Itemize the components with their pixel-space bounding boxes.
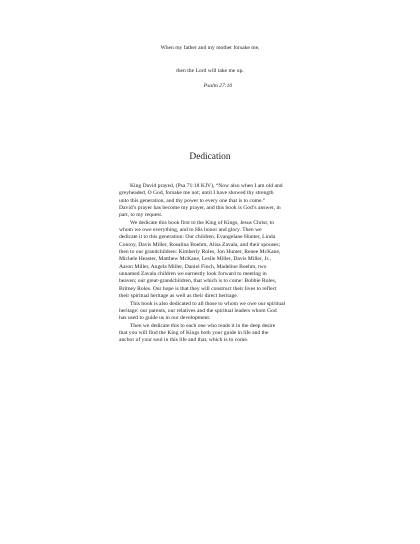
text-line: David’s prayer has become my prayer, and this book is God’s answer, in [119,205,281,212]
epigraph-reference: Psalm 27:10 [203,83,233,89]
text-line: Conroy, Davis Miller, Rosalina Boehm, Alisa Zavala, and their spouses; [119,241,281,248]
text-line: part, to my request. [119,212,163,219]
text-line: unto this generation, and thy power to every one that is to come.” [119,197,266,204]
text-line: heaven; our great-grandchildren, that which is to come: Bobbie Roles, [119,278,277,285]
page-title: Dedication [189,152,231,162]
epigraph-line-1: When my father and my mother forsake me, [160,45,260,51]
text-line: Then we dedicate this to each one who reads it in the deep desire [130,322,276,329]
text-line: whom we owe everything, and to His honor and glory. Then we [119,227,262,234]
text-line: greyheaded, O God, forsake me not; until I have showed thy strength [119,190,274,197]
text-line: This book is also dedicated to all those to whom we owe our spiritual [130,300,286,307]
epigraph-line-2: then the Lord will take me up. [176,68,244,74]
text-line: anchor of your soul in this life and that, which is to come. [119,337,249,344]
dedication-body [119,183,309,345]
text-line: unnamed Zavala children we earnestly look forward to meeting in [119,271,267,278]
text-line: Aaron Miller, Angela Miller, Daniel Finch, Madeline Boehm, two [119,263,267,270]
text-line: heritage: our parents, our relatives and the spiritual leaders whom God [119,307,277,314]
text-line: King David prayed, (Psa 71:18 KJV), “Now also when I am old and [130,183,283,189]
text-line: Michele Heaster, Matthew McKane, Leslie Miller, Davis Miller, Jr., [119,256,271,263]
text-line: that you will find the King of Kings both your guide in life and the [119,329,269,336]
text-line: We dedicate this book first to the King of Kings, Jesus Christ, to [130,219,275,226]
text-line: Britney Roles. Our hope is that they will construct their lives to reflect [119,285,277,292]
text-line: then to our grandchildren: Kimberly Roles, Jon Hunter, Renee McKane, [119,249,281,256]
text-line: their spiritual heritage as well as their direct heritage. [119,293,239,300]
text-line: dedicate it to this generation: Our children, Evangelane Hunter, Linda [119,234,276,241]
text-line: has used to guide us in our development. [119,315,211,322]
